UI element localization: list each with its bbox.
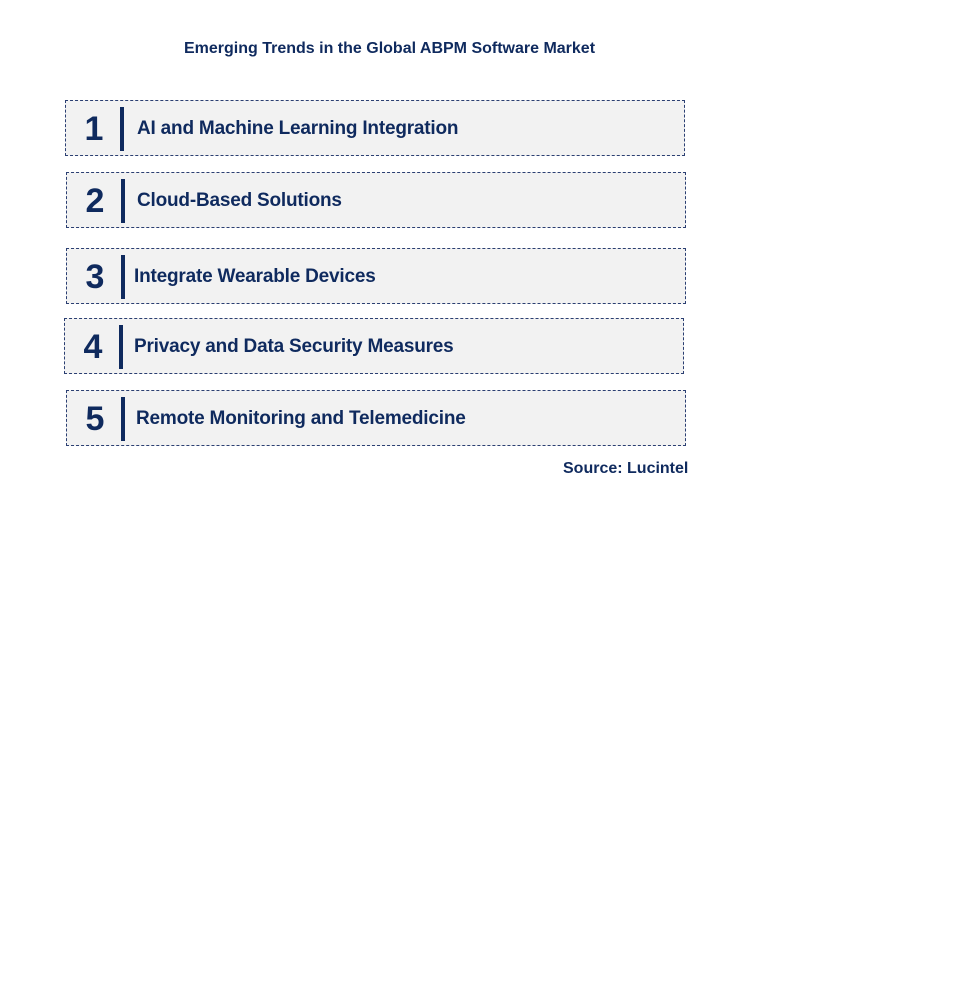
- trend-item-3: [66, 248, 686, 304]
- trend-label: Remote Monitoring and Telemedicine: [136, 408, 466, 429]
- trend-item-5: [66, 390, 686, 446]
- trend-number: 3: [85, 258, 105, 296]
- divider-bar: [120, 107, 124, 151]
- trend-label: Privacy and Data Security Measures: [134, 336, 454, 357]
- trend-item-2: [66, 172, 686, 228]
- divider-bar: [121, 179, 125, 223]
- divider-bar: [121, 397, 125, 441]
- trend-number: 4: [83, 328, 103, 366]
- diagram-title: Emerging Trends in the Global ABPM Software Market: [184, 40, 596, 57]
- trend-label: AI and Machine Learning Integration: [137, 118, 459, 139]
- source-note: Source: Lucintel: [563, 460, 689, 477]
- divider-bar: [121, 255, 125, 299]
- trend-number: 2: [85, 182, 105, 220]
- trend-label: Integrate Wearable Devices: [134, 266, 376, 287]
- divider-bar: [119, 325, 123, 369]
- trend-number: 1: [84, 110, 104, 148]
- trend-number: 5: [85, 400, 105, 438]
- trend-item-4: [64, 318, 684, 374]
- trend-label: Cloud-Based Solutions: [137, 190, 342, 211]
- trend-item-1: [65, 100, 685, 156]
